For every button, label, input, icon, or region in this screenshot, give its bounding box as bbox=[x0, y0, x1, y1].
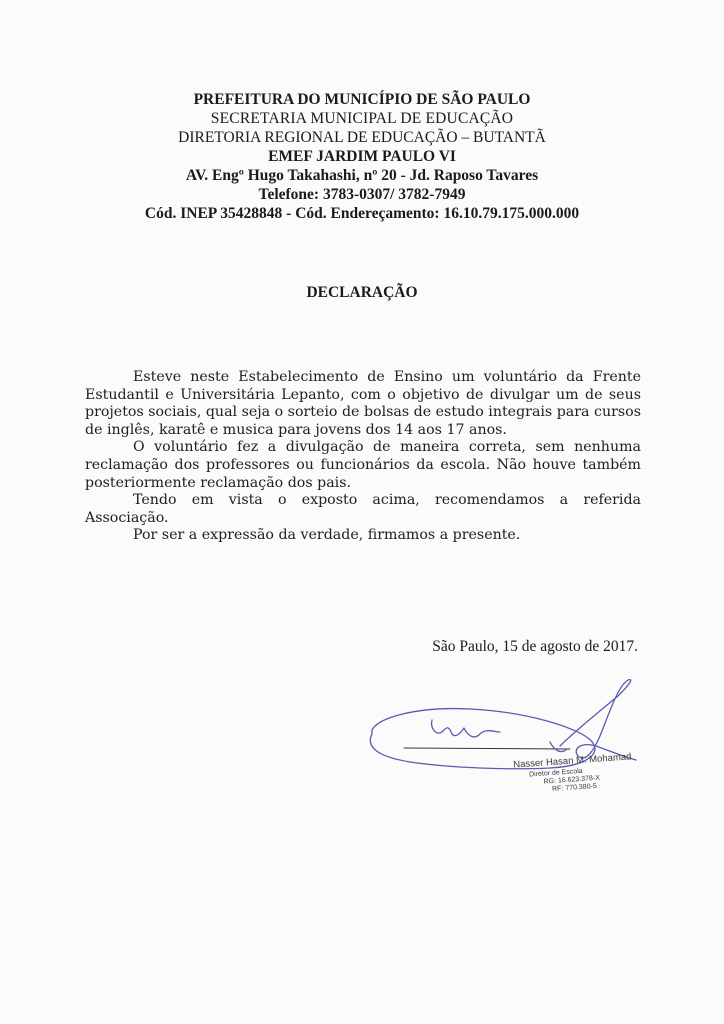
header-phone: Telefone: 3783-0307/ 3782-7949 bbox=[258, 186, 466, 203]
handwritten-signature bbox=[360, 676, 660, 826]
header-municipality: PREFEITURA DO MUNICÍPIO DE SÃO PAULO bbox=[193, 91, 531, 108]
paragraph-4: Por ser a expressão da verdade, firmamos a presente. bbox=[133, 527, 521, 544]
header-regional-directorate: DIRETORIA REGIONAL DE EDUCAÇÃO – BUTANTÃ bbox=[178, 129, 546, 146]
paragraph-2: O voluntário fez a divulgação de maneira correta, sem nenhuma reclamação dos professores ou funcionários da escola. Não houve também posteriormente reclamação dos pais. bbox=[85, 439, 641, 491]
header-address: AV. Engº Hugo Takahashi, nº 20 - Jd. Raposo Tavares bbox=[185, 167, 539, 184]
stamp-rf: RF: 770.380-5 bbox=[551, 782, 598, 793]
letterhead bbox=[0, 90, 724, 223]
stamp-name: Nasser Hasan M. Mohamad bbox=[512, 751, 632, 771]
place-and-date: São Paulo, 15 de agosto de 2017. bbox=[432, 638, 638, 655]
paragraph-3: Tendo em vista o exposto acima, recomendamos a referida Associação. bbox=[85, 492, 641, 526]
header-secretariat: SECRETARIA MUNICIPAL DE EDUCAÇÃO bbox=[210, 110, 514, 127]
header-school-name: EMEF JARDIM PAULO VI bbox=[268, 148, 456, 165]
stamp-role: Diretor de Escola bbox=[528, 767, 583, 779]
stamp-rg: RG: 16.623.378-X bbox=[543, 774, 601, 786]
declaration-body bbox=[85, 369, 641, 545]
header-codes: Cód. INEP 35428848 - Cód. Endereçamento: 16.10.79.175.000.000 bbox=[144, 205, 580, 222]
document-title: DECLARAÇÃO bbox=[306, 284, 418, 301]
paragraph-1: Esteve neste Estabelecimento de Ensino um voluntário da Frente Estudantil e Universitária Lepanto, com o objetivo de divulgar um de seus projetos sociais, qual seja o sorteio de bolsas de estudo integrais para cursos de inglês, karatê e musica para jovens dos 14 aos 17 anos. bbox=[85, 369, 641, 438]
